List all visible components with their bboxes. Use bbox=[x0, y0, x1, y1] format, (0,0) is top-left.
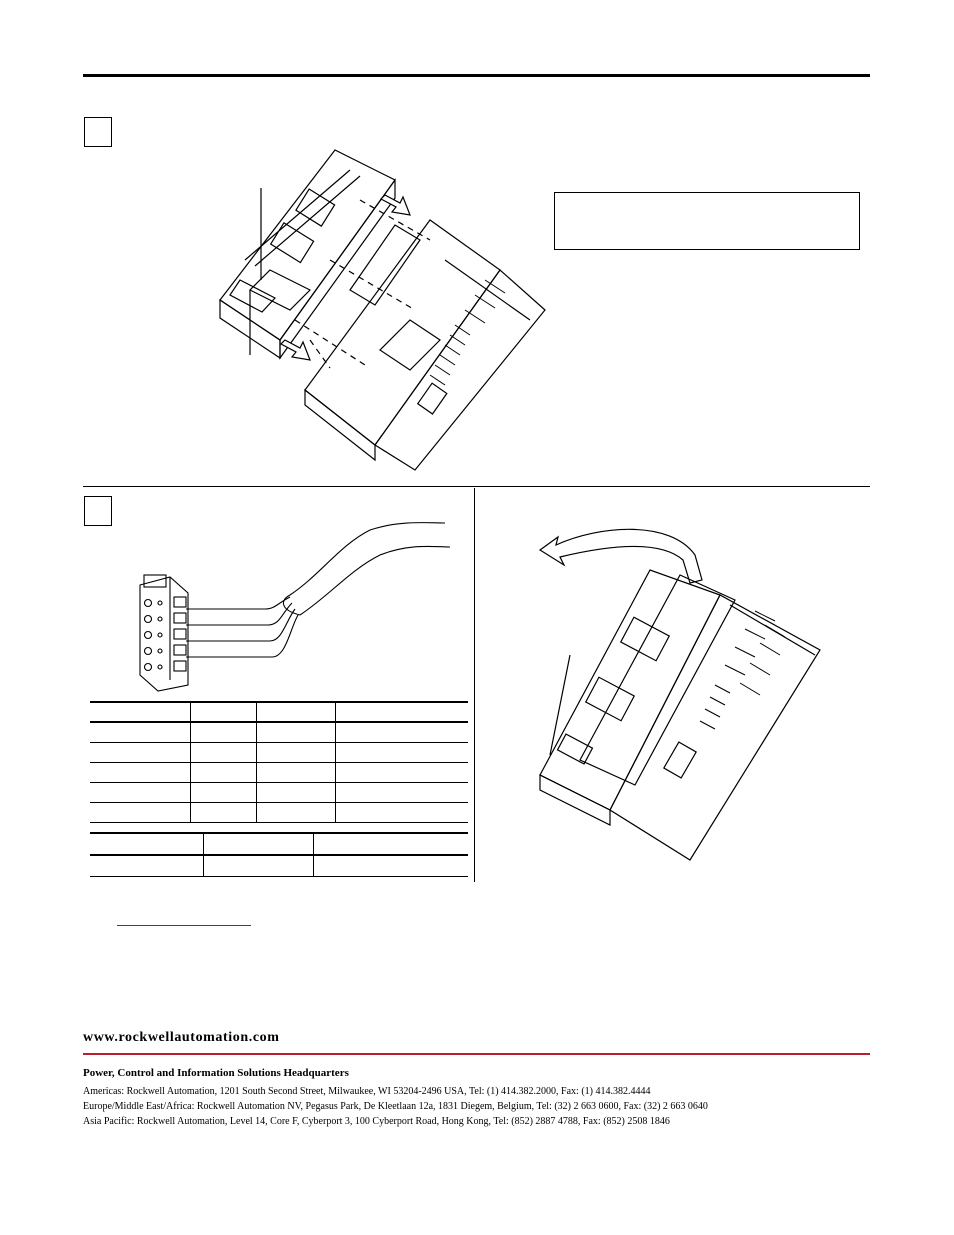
module-separation-illustration bbox=[200, 140, 560, 480]
footer-website[interactable]: www.rockwellautomation.com bbox=[83, 1030, 280, 1045]
step-1-box bbox=[84, 117, 112, 147]
step-2-box bbox=[84, 496, 112, 526]
module-install-illustration bbox=[520, 525, 830, 865]
section-divider bbox=[83, 486, 870, 487]
footer-address-americas: Americas: Rockwell Automation, 1201 South Second Street, Milwaukee, WI 53204-2496 USA, Tel: (1) 414.382.2000, Fax: (1) 414.382.4444 bbox=[83, 1086, 651, 1097]
hyperlink[interactable] bbox=[117, 925, 251, 926]
curved-arrow-icon bbox=[540, 529, 702, 583]
footer-hq-title: Power, Control and Information Solutions Headquarters bbox=[83, 1067, 349, 1079]
column-divider bbox=[474, 488, 475, 882]
footer-address-asia: Asia Pacific: Rockwell Automation, Level 14, Core F, Cyberport 3, 100 Cyberport Road, Hong Kong, Tel: (852) 2887 4788, Fax: (852) 2508 1846 bbox=[83, 1116, 670, 1127]
terminal-block-illustration bbox=[130, 515, 460, 695]
top-rule bbox=[83, 74, 870, 77]
note-box bbox=[554, 192, 860, 250]
footer-rule bbox=[83, 1053, 870, 1055]
footer-address-emea: Europe/Middle East/Africa: Rockwell Automation NV, Pegasus Park, De Kleetlaan 12a, 1831 Diegem, Belgium, Tel: (32) 2 663 0600, Fax: (32) 2 663 0640 bbox=[83, 1101, 708, 1112]
